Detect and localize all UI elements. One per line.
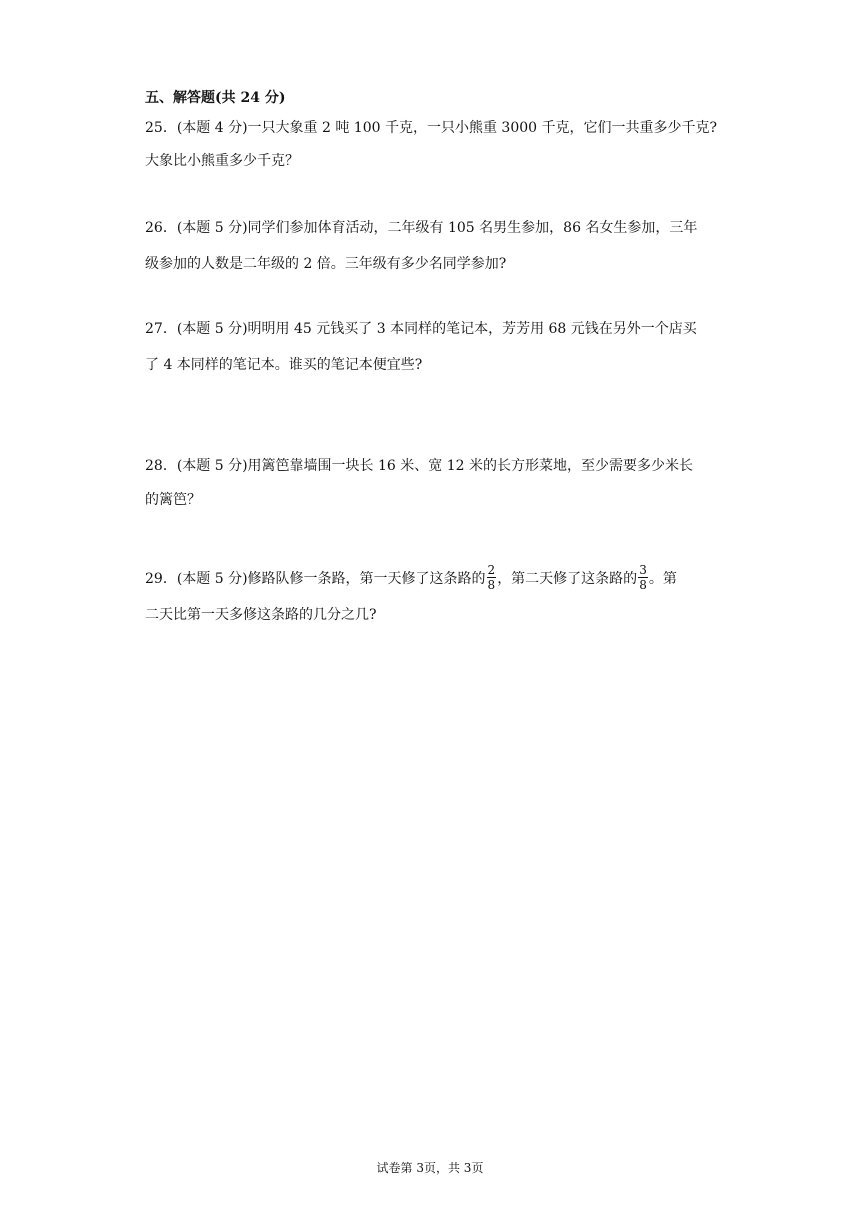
fraction-two-eighths <box>487 563 497 592</box>
fraction-numerator: 2 <box>487 562 496 577</box>
question-29-line-2: 二天比第一天多修这条路的几分之几? <box>145 607 377 623</box>
section-title: 五、解答题(共 24 分) <box>145 90 286 106</box>
fraction-denominator: 8 <box>639 577 647 592</box>
question-29-text-c: 。第 <box>648 571 677 587</box>
question-27-line-2: 了 4 本同样的笔记本。谁买的笔记本便宜些? <box>145 357 423 373</box>
fraction-three-eighths <box>638 563 648 592</box>
question-27-line-1: 27．(本题 5 分)明明用 45 元钱买了 3 本同样的笔记本，芳芳用 68 元钱在另外一个店买 <box>145 321 697 337</box>
question-29-line-1 <box>145 562 677 596</box>
question-25-line-1: 25．(本题 4 分)一只大象重 2 吨 100 千克，一只小熊重 3000 千克，它们一共重多少千克? <box>145 120 718 136</box>
question-28-line-1: 28．(本题 5 分)用篱笆靠墙围一块长 16 米、宽 12 米的长方形菜地，至少需要多少米长 <box>145 458 693 474</box>
fraction-denominator: 8 <box>487 577 496 592</box>
question-26-line-2: 级参加的人数是二年级的 2 倍。三年级有多少名同学参加? <box>145 256 507 272</box>
page-footer: 试卷第 3页，共 3页 <box>376 1161 484 1175</box>
question-29-text-b: ，第二天修了这条路的 <box>497 571 638 587</box>
question-28-line-2: 的篱笆？ <box>145 492 201 508</box>
question-25-line-2: 大象比小熊重多少千克？ <box>145 153 299 169</box>
question-29-text-a: 29．(本题 5 分)修路队修一条路，第一天修了这条路的 <box>145 571 486 587</box>
question-26-line-1: 26．(本题 5 分)同学们参加体育活动，二年级有 105 名男生参加，86 名女生参加，三年 <box>145 220 698 236</box>
fraction-numerator: 3 <box>639 562 647 577</box>
